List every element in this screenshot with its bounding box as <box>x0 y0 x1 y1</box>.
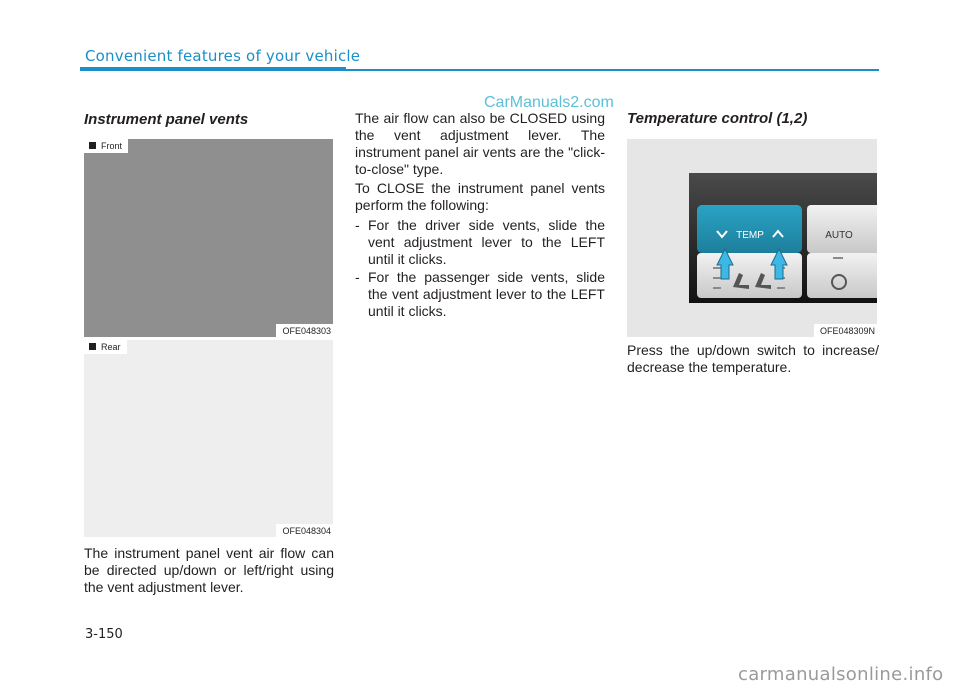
square-bullet-icon <box>89 343 96 350</box>
driver-side-instruction: For the driver side vents, slide the vent adjustment lever to the LEFT until it clicks. <box>368 217 605 267</box>
auto-label: AUTO <box>825 230 853 241</box>
watermark-bottom: carmanualsonline.info <box>738 664 944 685</box>
rear-vent-figure <box>84 340 333 537</box>
front-figure-label <box>84 139 128 153</box>
front-figure-label-text: Front <box>101 141 123 151</box>
list-dash: - <box>355 217 360 233</box>
vent-airflow-paragraph: The instrument panel vent air flow can be directed up/down or left/right using the vent adjustment lever. <box>84 545 334 595</box>
temperature-instruction-paragraph: Press the up/down switch to increase/ decrease the temperature. <box>627 342 879 375</box>
close-vents-intro-paragraph: To CLOSE the instrument panel vents perform the following: <box>355 180 605 213</box>
temp-button-teal <box>697 205 802 253</box>
front-vent-figure <box>84 139 333 337</box>
page-number: 3-150 <box>85 627 123 642</box>
temperature-control-figure <box>627 139 877 337</box>
watermark-top: CarManuals2.com <box>484 94 614 111</box>
heated-seat-buttons <box>697 253 802 298</box>
temp-figure-code: OFE048309N <box>814 324 877 337</box>
header-rule-thin <box>346 69 879 71</box>
instrument-panel-vents-heading: Instrument panel vents <box>84 111 249 128</box>
closed-airflow-paragraph: The air flow can also be CLOSED using the vent adjustment lever. The instrument panel air vents are the "click-to-close" type. <box>355 110 605 177</box>
section-title: Convenient features of your vehicle <box>85 47 361 65</box>
square-bullet-icon <box>89 142 96 149</box>
temperature-control-heading: Temperature control (1,2) <box>627 110 808 127</box>
temp-label: TEMP <box>736 230 764 241</box>
list-item <box>355 269 605 320</box>
passenger-side-instruction: For the passenger side vents, slide the vent adjustment lever to the LEFT until it clicks. <box>368 269 605 319</box>
list-item <box>355 217 605 268</box>
header-rule-thick <box>80 67 346 71</box>
list-dash: - <box>355 269 360 285</box>
rear-figure-label <box>84 340 127 354</box>
rear-figure-label-text: Rear <box>101 342 121 352</box>
auto-button <box>807 205 877 253</box>
front-figure-code: OFE048303 <box>276 324 333 337</box>
climate-panel-illustration <box>627 139 877 337</box>
rear-figure-code: OFE048304 <box>276 524 333 537</box>
